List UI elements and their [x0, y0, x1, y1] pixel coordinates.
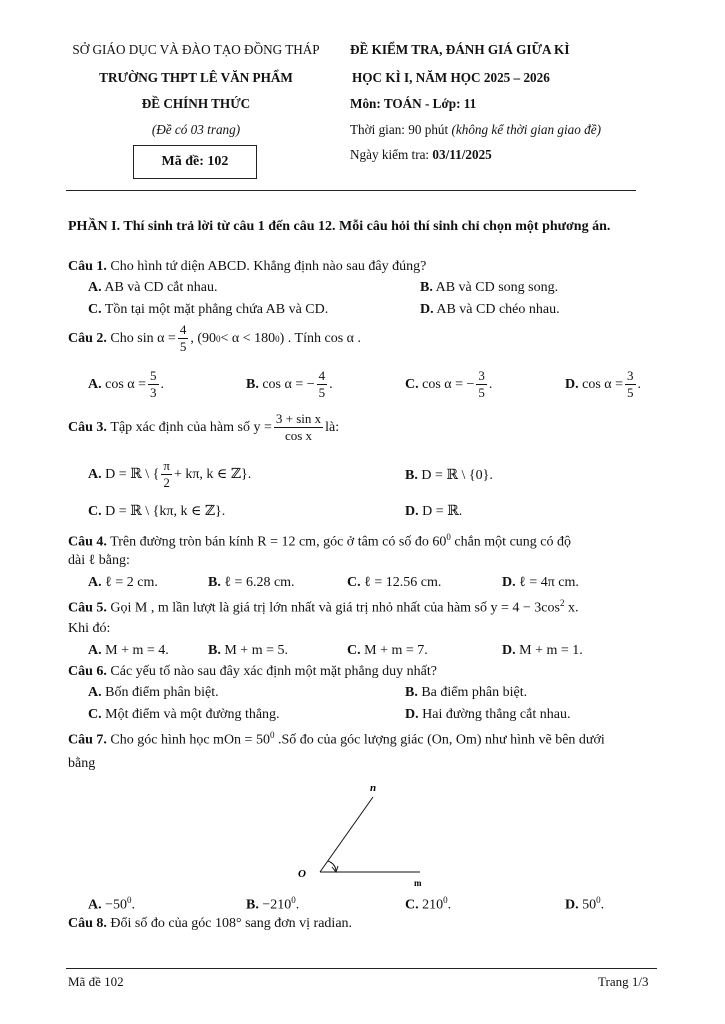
q7-option-a[interactable]: A. $-50^0$. — [88, 895, 136, 913]
q6-option-a[interactable]: A. Bốn điểm phân biệt. — [88, 685, 219, 700]
q3-option-d[interactable]: D. D = ℝ. — [405, 504, 463, 519]
q2-option-a[interactable]: A. cos α = $\frac{5}{3}$ . — [88, 368, 165, 400]
question-8: Câu 8. Đổi số đo của góc 108° sang đơn vị radian. — [68, 916, 353, 931]
q2-option-d[interactable]: D. cos α = $\frac{3}{5}$ . — [565, 368, 642, 400]
q6-option-c[interactable]: C. Một điểm và một đường thẳng. — [88, 707, 280, 722]
q5-option-a[interactable]: A. M + m = 4. — [88, 643, 169, 658]
question-4: Câu 4. Trên đường tròn bán kính R = 12 cm, góc ở tâm có số đo $60^0$ chắn một cung có độ — [68, 532, 571, 550]
q4-option-c[interactable]: C. ℓ = 12.56 cm. — [347, 575, 442, 590]
question-6: Câu 6. Các yếu tố nào sau đây xác định một mặt phẳng duy nhất? — [68, 664, 437, 679]
q1-option-d[interactable]: D. AB và CD chéo nhau. — [420, 302, 560, 317]
exam-date: Ngày kiểm tra: 03/11/2025 — [350, 147, 492, 162]
q2-option-b[interactable]: B. cos α = − $\frac{4}{5}$ . — [246, 368, 333, 400]
q7-option-c[interactable]: C. $210^0$. — [405, 895, 452, 913]
q5-option-c[interactable]: C. M + m = 7. — [347, 643, 428, 658]
question-5: Câu 5. Gọi M , m lần lượt là giá trị lớn nhất và giá trị nhỏ nhất của hàm số $y = 4 - 3\cos^2$ x. — [68, 598, 579, 616]
question-7-cont: bằng — [68, 756, 96, 771]
q6-option-b[interactable]: B. Ba điểm phân biệt. — [405, 685, 528, 700]
q3-option-b[interactable]: B. D = ℝ \ {0}. — [405, 468, 493, 483]
part-title: PHẦN I. Thí sinh trả lời từ câu 1 đến câu 12. Mỗi câu hỏi thí sinh chỉ chọn một phương án. — [68, 219, 611, 234]
q4-option-a[interactable]: A. ℓ = 2 cm. — [88, 575, 158, 590]
footer-exam-code: Mã đề 102 — [68, 974, 124, 989]
label-o: O — [298, 868, 306, 880]
question-1: Câu 1. Cho hình tứ diện ABCD. Khẳng định nào sau đây đúng? — [68, 259, 427, 274]
q4-option-b[interactable]: B. ℓ = 6.28 cm. — [208, 575, 295, 590]
question-7: Câu 7. Cho góc hình học mOn = $50^0$ .Số đo của góc lượng giác (On, Om) như hình vẽ bên dưới — [68, 730, 605, 748]
q3-option-c[interactable]: C. D = ℝ \ {kπ, k ∈ ℤ}. — [88, 504, 226, 519]
question-4-cont: dài ℓ bằng: — [68, 553, 130, 568]
official-label: ĐỀ CHÍNH THỨC — [141, 96, 251, 111]
question-3: Câu 3. Tập xác định của hàm số y = $\frac{\text{3 + sin x}}{\text{cos x}}$ là: — [68, 411, 340, 443]
header-divider — [66, 190, 636, 191]
exam-title: ĐỀ KIỂM TRA, ĐÁNH GIÁ GIỮA KÌ — [350, 42, 570, 57]
q3-option-a[interactable]: A. D = ℝ \ { $\frac{\pi}{2}$ + kπ, k ∈ ℤ}. — [88, 458, 252, 490]
question-5-cont: Khi đó: — [68, 621, 111, 636]
q2-fraction: $\frac{4}{5}$ — [179, 322, 187, 354]
time-limit: Thời gian: 90 phút (không kể thời gian giao đề) — [350, 122, 601, 137]
footer-divider — [66, 968, 657, 969]
angle-figure — [280, 775, 450, 890]
exam-code-box: Mã đề: 102 — [133, 145, 257, 179]
label-n: n — [370, 782, 377, 794]
ray-on — [320, 797, 373, 872]
page-count-note: (Đề có 03 trang) — [151, 122, 241, 137]
q1-option-c[interactable]: C. Tồn tại một mặt phẳng chứa AB và CD. — [88, 302, 329, 317]
q7-option-d[interactable]: D. $50^0$. — [565, 895, 605, 913]
question-2: Câu 2. Cho sin α = $\frac{4}{5}$ , (90 0 < α < 180 0 ) . Tính cos α . — [68, 322, 361, 354]
q6-option-d[interactable]: D. Hai đường thẳng cắt nhau. — [405, 707, 571, 722]
school-name: TRƯỜNG THPT LÊ VĂN PHẨM — [99, 70, 293, 85]
q1-option-a[interactable]: A. AB và CD cắt nhau. — [88, 280, 218, 295]
semester-year: HỌC KÌ I, NĂM HỌC 2025 – 2026 — [352, 70, 550, 85]
department-name: SỞ GIÁO DỤC VÀ ĐÀO TẠO ĐỒNG THÁP — [72, 42, 320, 57]
q4-option-d[interactable]: D. ℓ = 4π cm. — [502, 575, 579, 590]
page-number: Trang 1/3 — [598, 974, 649, 989]
q5-option-d[interactable]: D. M + m = 1. — [502, 643, 583, 658]
q5-option-b[interactable]: B. M + m = 5. — [208, 643, 288, 658]
label-m: m — [414, 878, 422, 888]
subject-grade: Môn: TOÁN - Lớp: 11 — [350, 96, 477, 111]
q7-option-b[interactable]: B. $-210^0$. — [246, 895, 300, 913]
q1-option-b[interactable]: B. AB và CD song song. — [420, 280, 559, 295]
q2-option-c[interactable]: C. cos α = − $\frac{3}{5}$ . — [405, 368, 493, 400]
